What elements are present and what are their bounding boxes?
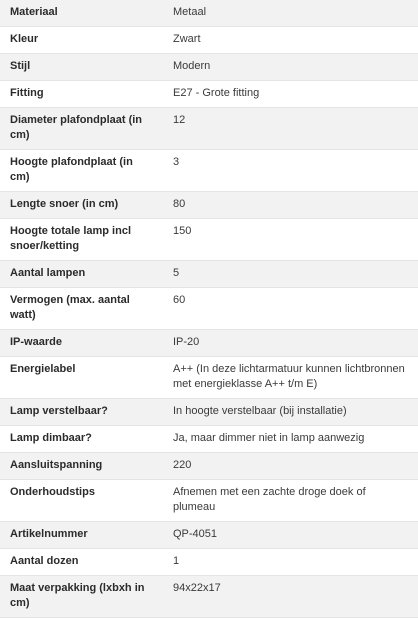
spec-label-hoogte-plafondplaat: Hoogte plafondplaat (in cm) <box>0 150 163 192</box>
table-row <box>0 192 418 219</box>
spec-label-lengte-snoer: Lengte snoer (in cm) <box>0 192 163 219</box>
table-row <box>0 27 418 54</box>
spec-value-onderhoudstips: Afnemen met een zachte droge doek of plumeau <box>163 480 418 522</box>
spec-value-diameter-plafondplaat: 12 <box>163 108 418 150</box>
spec-label-aansluitspanning: Aansluitspanning <box>0 453 163 480</box>
spec-label-maat-verpakking: Maat verpakking (lxbxh in cm) <box>0 576 163 618</box>
table-row <box>0 330 418 357</box>
spec-label-onderhoudstips: Onderhoudstips <box>0 480 163 522</box>
table-row <box>0 576 418 618</box>
spec-label-lamp-verstelbaar: Lamp verstelbaar? <box>0 399 163 426</box>
table-row <box>0 480 418 522</box>
spec-value-aantal-dozen: 1 <box>163 549 418 576</box>
spec-label-lamp-dimbaar: Lamp dimbaar? <box>0 426 163 453</box>
table-row <box>0 399 418 426</box>
spec-value-lamp-verstelbaar: In hoogte verstelbaar (bij installatie) <box>163 399 418 426</box>
spec-value-kleur: Zwart <box>163 27 418 54</box>
spec-value-fitting: E27 - Grote fitting <box>163 81 418 108</box>
table-row <box>0 0 418 27</box>
spec-label-energielabel: Energielabel <box>0 357 163 399</box>
table-row <box>0 261 418 288</box>
table-row <box>0 108 418 150</box>
table-row <box>0 150 418 192</box>
spec-label-diameter-plafondplaat: Diameter plafondplaat (in cm) <box>0 108 163 150</box>
spec-value-maat-verpakking: 94x22x17 <box>163 576 418 618</box>
spec-label-aantal-lampen: Aantal lampen <box>0 261 163 288</box>
table-row <box>0 357 418 399</box>
spec-label-aantal-dozen: Aantal dozen <box>0 549 163 576</box>
spec-value-hoogte-plafondplaat: 3 <box>163 150 418 192</box>
spec-value-materiaal: Metaal <box>163 0 418 27</box>
spec-label-kleur: Kleur <box>0 27 163 54</box>
spec-label-materiaal: Materiaal <box>0 0 163 27</box>
spec-value-lamp-dimbaar: Ja, maar dimmer niet in lamp aanwezig <box>163 426 418 453</box>
table-row <box>0 288 418 330</box>
spec-value-hoogte-totale-lamp: 150 <box>163 219 418 261</box>
spec-value-stijl: Modern <box>163 54 418 81</box>
spec-value-aansluitspanning: 220 <box>163 453 418 480</box>
spec-value-energielabel: A++ (In deze lichtarmatuur kunnen lichtbronnen met energieklasse A++ t/m E) <box>163 357 418 399</box>
spec-value-lengte-snoer: 80 <box>163 192 418 219</box>
spec-label-hoogte-totale-lamp: Hoogte totale lamp incl snoer/ketting <box>0 219 163 261</box>
table-row <box>0 522 418 549</box>
spec-label-stijl: Stijl <box>0 54 163 81</box>
spec-label-ip-waarde: IP-waarde <box>0 330 163 357</box>
table-row <box>0 81 418 108</box>
table-row <box>0 219 418 261</box>
spec-label-vermogen: Vermogen (max. aantal watt) <box>0 288 163 330</box>
spec-value-ip-waarde: IP-20 <box>163 330 418 357</box>
spec-label-fitting: Fitting <box>0 81 163 108</box>
spec-label-artikelnummer: Artikelnummer <box>0 522 163 549</box>
table-row <box>0 453 418 480</box>
table-row <box>0 549 418 576</box>
spec-value-aantal-lampen: 5 <box>163 261 418 288</box>
spec-value-vermogen: 60 <box>163 288 418 330</box>
table-row <box>0 426 418 453</box>
table-row <box>0 54 418 81</box>
spec-value-artikelnummer: QP-4051 <box>163 522 418 549</box>
